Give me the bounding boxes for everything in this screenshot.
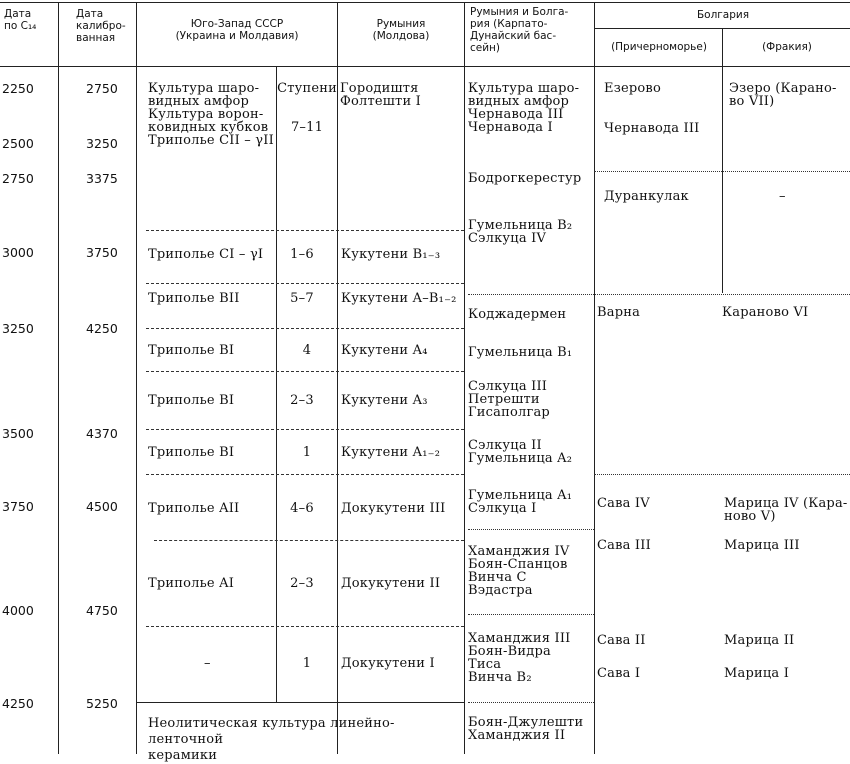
row-separator xyxy=(146,283,464,284)
date-c14: 4000 xyxy=(2,603,34,618)
date-calibrated: 3750 xyxy=(86,245,118,260)
romania-culture: Докукутени I xyxy=(341,656,435,671)
date-c14: 2250 xyxy=(2,81,34,96)
header-thrace: (Фракия) xyxy=(762,41,812,53)
ukraine-stage: 4–6 xyxy=(290,501,314,516)
ukraine-stage: 5–7 xyxy=(290,291,314,306)
row-separator xyxy=(146,429,464,430)
date-calibrated: 4750 xyxy=(86,603,118,618)
header-date-c14: Дата по C₁₄ xyxy=(4,8,37,32)
ukraine-culture: Триполье BI xyxy=(148,445,235,460)
header-romania-bulgaria: Румыния и Болга- рия (Карпато- Дунайский бас- сейн) xyxy=(470,6,569,54)
row-separator xyxy=(154,540,464,541)
ukraine-culture: Триполье BII xyxy=(148,291,240,306)
black-sea-culture: Езерово xyxy=(604,81,661,96)
romania-culture: Городиштя Фолтешти I xyxy=(340,81,421,109)
ukraine-stage: 4 xyxy=(302,343,312,358)
rom-bul-culture: Хаманджия III Боян-Видра Тиса Винча B₂ xyxy=(468,631,571,685)
ukraine-culture: Триполье BI xyxy=(148,393,235,408)
rom-bul-culture: Бодрогкерестур xyxy=(468,171,582,186)
ukraine-culture: Триполье BI xyxy=(148,343,235,358)
date-c14: 3000 xyxy=(2,245,34,260)
row-separator xyxy=(594,171,850,172)
rom-bul-culture: Гумельница B₂ Сэлкуца IV xyxy=(468,218,573,246)
ukraine-culture: – xyxy=(204,656,211,671)
black-sea-culture: Варна xyxy=(597,305,641,320)
romania-culture: Докукутени III xyxy=(341,501,446,516)
header-ukraine: Юго-Запад СССР (Украина и Молдавия) xyxy=(175,18,299,42)
thrace-culture: Марица I xyxy=(724,666,790,681)
header-date-calibrated: Дата калибро- ванная xyxy=(76,8,126,44)
rom-bul-culture: Культура шаро- видных амфор Чернавода III Чернавода I xyxy=(468,81,580,135)
date-c14: 4250 xyxy=(2,696,34,711)
ukraine-culture: Триполье AI xyxy=(148,576,235,591)
row-separator xyxy=(146,474,464,475)
black-sea-culture: Сава III xyxy=(597,538,651,553)
romania-culture: Кукутени A₁₋₂ xyxy=(341,445,441,460)
date-calibrated: 5250 xyxy=(86,696,118,711)
rom-bul-culture: Коджадермен xyxy=(468,307,567,322)
black-sea-culture: Сава I xyxy=(597,666,641,681)
date-c14: 2500 xyxy=(2,136,34,151)
rom-bul-culture: Сэлкуца II Гумельница A₂ xyxy=(468,438,573,466)
row-separator xyxy=(468,614,594,615)
thrace-culture: Марица II xyxy=(724,633,795,648)
row-separator xyxy=(468,702,594,703)
date-c14: 3250 xyxy=(2,321,34,336)
row-separator xyxy=(594,474,850,475)
column-divider-5 xyxy=(594,2,595,754)
row-separator xyxy=(146,626,464,627)
date-calibrated: 3250 xyxy=(86,136,118,151)
rom-bul-culture: Хаманджия IV Боян-Спанцов Винча C Вэдастра xyxy=(468,544,570,598)
ukraine-stage: 1 xyxy=(302,656,312,671)
row-separator xyxy=(468,529,594,530)
rom-bul-culture: Гумельница A₁ Сэлкуца I xyxy=(468,488,573,516)
rom-bul-culture: Гумельница B₁ xyxy=(468,345,573,360)
date-calibrated: 2750 xyxy=(86,81,118,96)
romania-culture: Докукутени II xyxy=(341,576,441,591)
date-calibrated: 3375 xyxy=(86,171,118,186)
neolithic-culture: Неолитическая культура линейно-ленточной керамики xyxy=(148,716,395,763)
header-romania: Румыния (Молдова) xyxy=(372,18,430,42)
column-divider-3 xyxy=(337,2,338,754)
table-top-border xyxy=(0,2,850,3)
black-sea-culture: Дуранкулак xyxy=(604,189,689,204)
column-divider-4 xyxy=(464,2,465,754)
ukraine-culture: Триполье CI – γI xyxy=(148,247,264,262)
rom-bul-culture: Сэлкуца III Петрешти Гисаполгар xyxy=(468,379,550,420)
date-c14: 3750 xyxy=(2,499,34,514)
rom-bul-culture: Боян-Джулешти Хаманджия II xyxy=(468,715,584,743)
column-divider-2 xyxy=(136,2,137,754)
header-bulgaria: Болгария xyxy=(696,9,750,21)
thrace-culture: – xyxy=(779,189,786,204)
ukraine-stage: Ступени 7–11 xyxy=(277,81,337,135)
black-sea-culture: Сава II xyxy=(597,633,646,648)
black-sea-culture: Сава IV xyxy=(597,496,650,511)
date-calibrated: 4500 xyxy=(86,499,118,514)
thrace-culture: Караново VI xyxy=(722,305,809,320)
date-calibrated: 4250 xyxy=(86,321,118,336)
date-c14: 2750 xyxy=(2,171,34,186)
thrace-culture: Эзеро (Карано- во VII) xyxy=(729,81,837,109)
date-calibrated: 4370 xyxy=(86,426,118,441)
row-separator xyxy=(146,371,464,372)
romania-culture: Кукутени A–B₁₋₂ xyxy=(341,291,457,306)
ukraine-stage: 2–3 xyxy=(290,393,314,408)
header-black-sea: (Причерноморье) xyxy=(611,41,707,53)
column-divider-1 xyxy=(58,2,59,754)
ukraine-stage: 2–3 xyxy=(290,576,314,591)
romania-culture: Кукутени B₁₋₃ xyxy=(341,247,441,262)
thrace-culture: Марица IV (Кара- ново V) xyxy=(724,496,848,524)
ukraine-culture: Триполье AII xyxy=(148,501,240,516)
thrace-culture: Марица III xyxy=(724,538,800,553)
column-divider-6 xyxy=(722,28,723,293)
neolithic-row-top xyxy=(136,702,464,703)
ukraine-stage: 1 xyxy=(302,445,312,460)
ukraine-stage: 1–6 xyxy=(290,247,314,262)
date-c14: 3500 xyxy=(2,426,34,441)
row-separator xyxy=(146,230,464,231)
romania-culture: Кукутени A₄ xyxy=(341,343,428,358)
row-separator xyxy=(468,294,850,295)
romania-culture: Кукутени A₃ xyxy=(341,393,428,408)
column-divider-stage-left xyxy=(276,66,277,702)
row-separator xyxy=(146,328,464,329)
black-sea-culture: Чернавода III xyxy=(604,121,700,136)
ukraine-culture: Культура шаро- видных амфор Культура ворон- ковидных кубков Триполье CII – γII xyxy=(148,81,274,148)
